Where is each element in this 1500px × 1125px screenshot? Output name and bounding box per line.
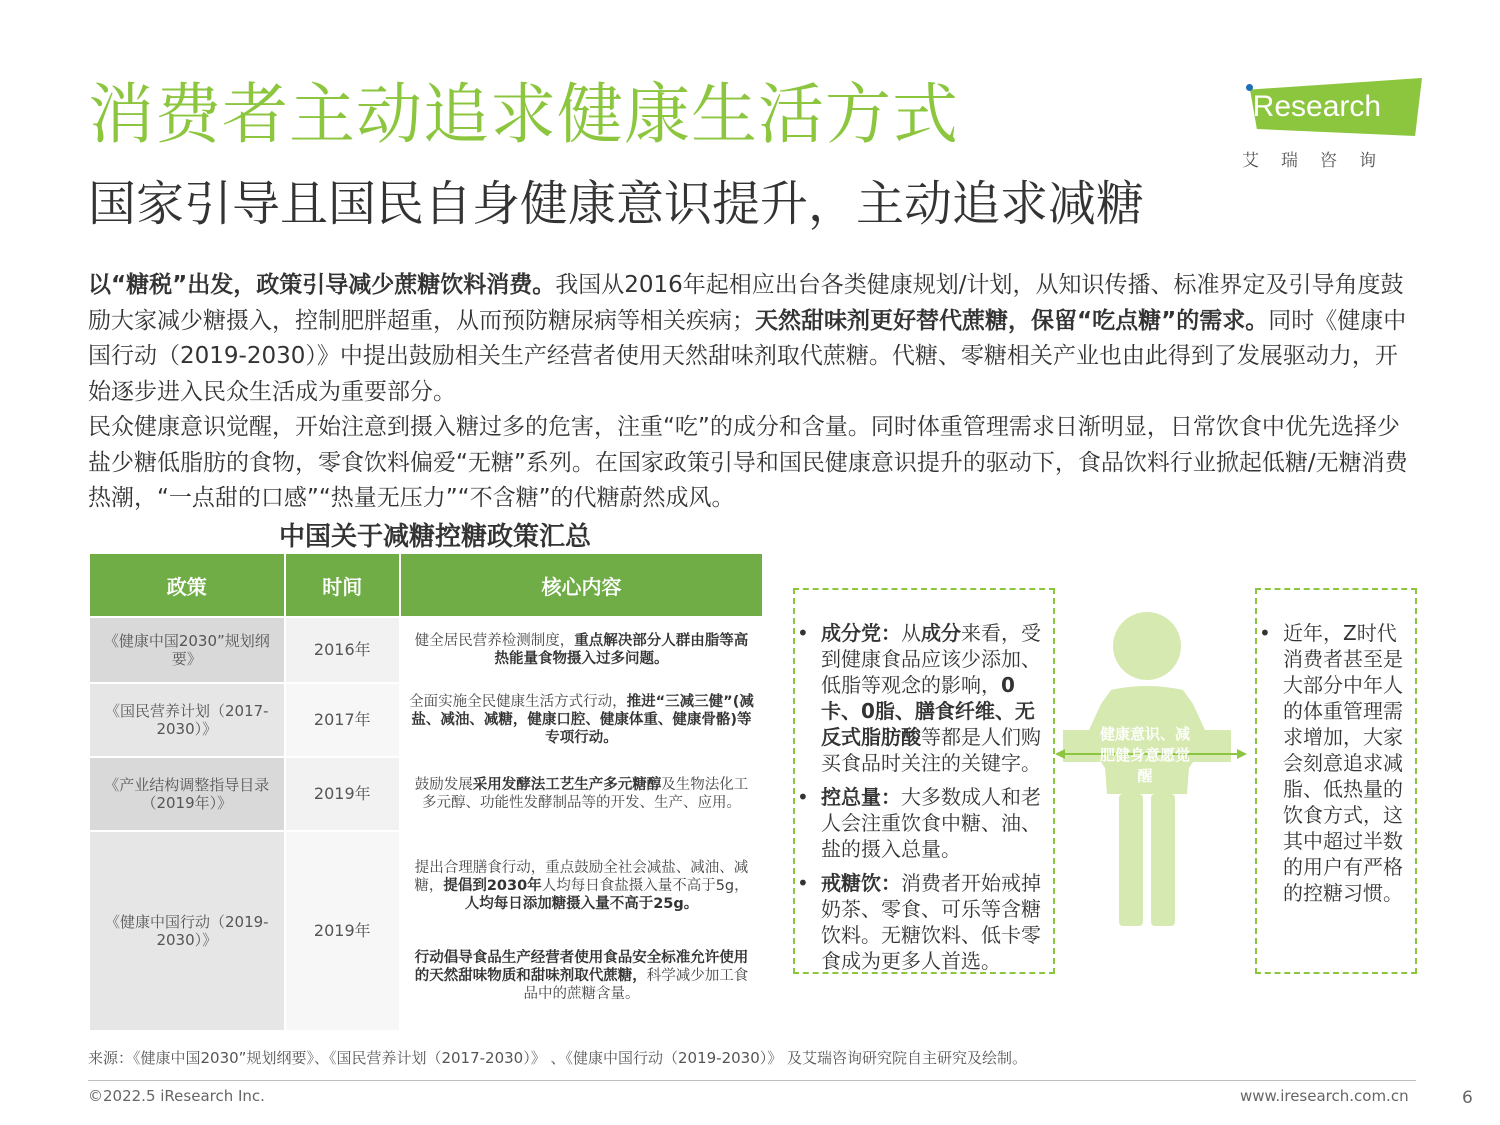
iresearch-logo [1236, 78, 1426, 170]
item-text: 大多数成人和老人会注重饮食中糖、油、盐的摄入总量。 [821, 785, 1041, 861]
policy-year: 2017年 [286, 684, 399, 756]
page-title: 消费者主动追求健康生活方式 [88, 76, 959, 153]
list-item [801, 870, 1049, 974]
logo-chinese-name: 艾瑞咨询 [1242, 151, 1398, 171]
table-header-row [90, 554, 762, 616]
policy-table [88, 552, 764, 1032]
policy-name: 《产业结构调整指导目录（2019年）》 [90, 758, 284, 830]
content-bold: 提倡到2030年 [443, 878, 542, 894]
content-bold: 采用发酵法工艺生产多元糖醇 [472, 777, 662, 793]
policy-content [401, 684, 762, 756]
consumer-behavior-box [793, 588, 1055, 974]
policy-name: 《健康中国行动（2019-2030）》 [90, 832, 284, 1030]
person-figure [1055, 612, 1255, 932]
intro-text-2: 同时《健康中国行动（2019-2030）》中提出鼓励相关生产经营者使用天然甜味剂取代蔗糖。代糖、零糖相关产业也由此得到了发展驱动力，开始逐步进入民众生活成为重要部分。 [88, 307, 1407, 405]
table-row [90, 684, 762, 756]
table-row [90, 758, 762, 830]
item-bold: 0卡、0脂、膳食纤维、无反式脂肪酸 [821, 673, 1035, 749]
item-label: 控总量： [821, 785, 901, 809]
item-text: 等都是人们购买食品时关注的关键字。 [821, 725, 1041, 775]
policy-name: 《国民营养计划（2017-2030）》 [90, 684, 284, 756]
page-number: 6 [1462, 1088, 1473, 1108]
behavior-list [801, 620, 1049, 982]
item-label: 戒糖饮： [821, 871, 901, 895]
content-text: 鼓励发展 [414, 777, 473, 793]
intro-bold-1: 以“糖税”出发，政策引导减少蔗糖饮料消费。 [88, 272, 556, 298]
page-subtitle: 国家引导且国民自身健康意识提升，主动追求减糖 [88, 176, 1145, 232]
table-row [90, 618, 762, 682]
intro-paragraph-1 [88, 268, 1418, 410]
item-label: 成分党： [821, 621, 901, 645]
intro-paragraph-2: 民众健康意识觉醒，开始注意到摄入糖过多的危害，注重“吃”的成分和含量。同时体重管理需求日渐明显，日常饮食中优先选择少盐少糖低脂肪的食物，零食饮料偏爱“无糖”系列。在国家政策引导和国民健康意识提升的驱动下，食品饮料行业掀起低糖/无糖消费热潮，“一点甜的口感”“热量无压力”“不含糖”的代糖蔚然成风。 [88, 414, 1408, 511]
gen-z-box [1255, 588, 1417, 974]
policy-content [401, 618, 762, 682]
header-time: 时间 [286, 554, 399, 616]
content-bold: 重点解决部分人群由脂等高热能量食物摄入过多问题。 [494, 633, 749, 667]
website-link[interactable]: www.iresearch.com.cn [1240, 1087, 1409, 1105]
source-note: 来源：《健康中国2030”规划纲要》、《国民营养计划（2017-2030）》 、《健康中国行动（2019-2030）》 及艾瑞咨询研究院自主研究及绘制。 [88, 1049, 1028, 1067]
content-bold: 行动倡导食品生产经营者使用食品安全标准允许使用的天然甜味物质和甜味剂取代蔗糖， [414, 950, 749, 984]
content-bold: 推进“三减三健”(减盐、减油、减糖，健康口腔、健康体重、健康骨骼)等专项行动。 [411, 694, 754, 746]
footer-divider [88, 1080, 1416, 1081]
list-item [801, 784, 1049, 862]
policy-year: 2019年 [286, 832, 399, 1030]
content-bold: 人均每日添加糖摄入量不高于25g。 [464, 896, 699, 912]
list-item: • 近年，Z时代消费者甚至是大部分中年人的体重管理需求增加，大家会刻意追求减脂、低热量的饮食方式，这其中超过半数的用户有严格的控糖习惯。 [1263, 620, 1413, 906]
header-core-content: 核心内容 [401, 554, 762, 616]
item-text: 来看，受到健康食品应该少添加、低脂等观念的影响， [821, 621, 1041, 697]
figure-label: 健康意识、减肥健身意愿觉醒 [1099, 725, 1190, 785]
content-text: 健全居民营养检测制度， [414, 633, 575, 649]
intro-text [88, 268, 1418, 517]
content-text: 全面实施全民健康生活方式行动， [409, 694, 627, 710]
table-title: 中国关于减糖控糖政策汇总 [278, 522, 591, 552]
content-text: 人均每日食盐摄入量不高于5g， [541, 878, 749, 894]
item-text: 消费者开始戒掉奶茶、零食、可乐等含糖饮料。无糖饮料、低卡零食成为更多人首选。 [821, 871, 1041, 973]
content-text: 提出合理膳食行动，重点鼓励全社会减盐、减油、减糖， [414, 860, 749, 894]
content-text: 科学减少加工食品中的蔗糖含量。 [523, 968, 749, 1002]
list-item [801, 620, 1049, 776]
policy-content [401, 758, 762, 830]
content-gap [409, 913, 754, 949]
intro-text-1: 我国从2016年起相应出台各类健康规划/计划，从知识传播、标准界定及引导角度鼓励大家减少糖摄入，控制肥胖超重，从而预防糖尿病等相关疾病； [88, 272, 1404, 334]
item-text: 从 [901, 621, 921, 645]
logo-brand-text: iResearch [1246, 90, 1382, 123]
item-bold: 成分 [921, 621, 961, 645]
gen-z-list [1263, 620, 1413, 914]
policy-content [401, 832, 762, 1030]
intro-bold-2: 天然甜味剂更好替代蔗糖，保留“吃点糖”的需求。 [755, 307, 1269, 334]
policy-year: 2016年 [286, 618, 399, 682]
copyright: ©2022.5 iResearch Inc. [88, 1087, 265, 1105]
header-policy: 政策 [90, 554, 284, 616]
policy-year: 2019年 [286, 758, 399, 830]
policy-name: 《健康中国2030”规划纲要》 [90, 618, 284, 682]
content-text: 及生物法化工多元醇、功能性发酵制品等的开发、生产、应用。 [421, 777, 749, 811]
table-row [90, 832, 762, 1030]
